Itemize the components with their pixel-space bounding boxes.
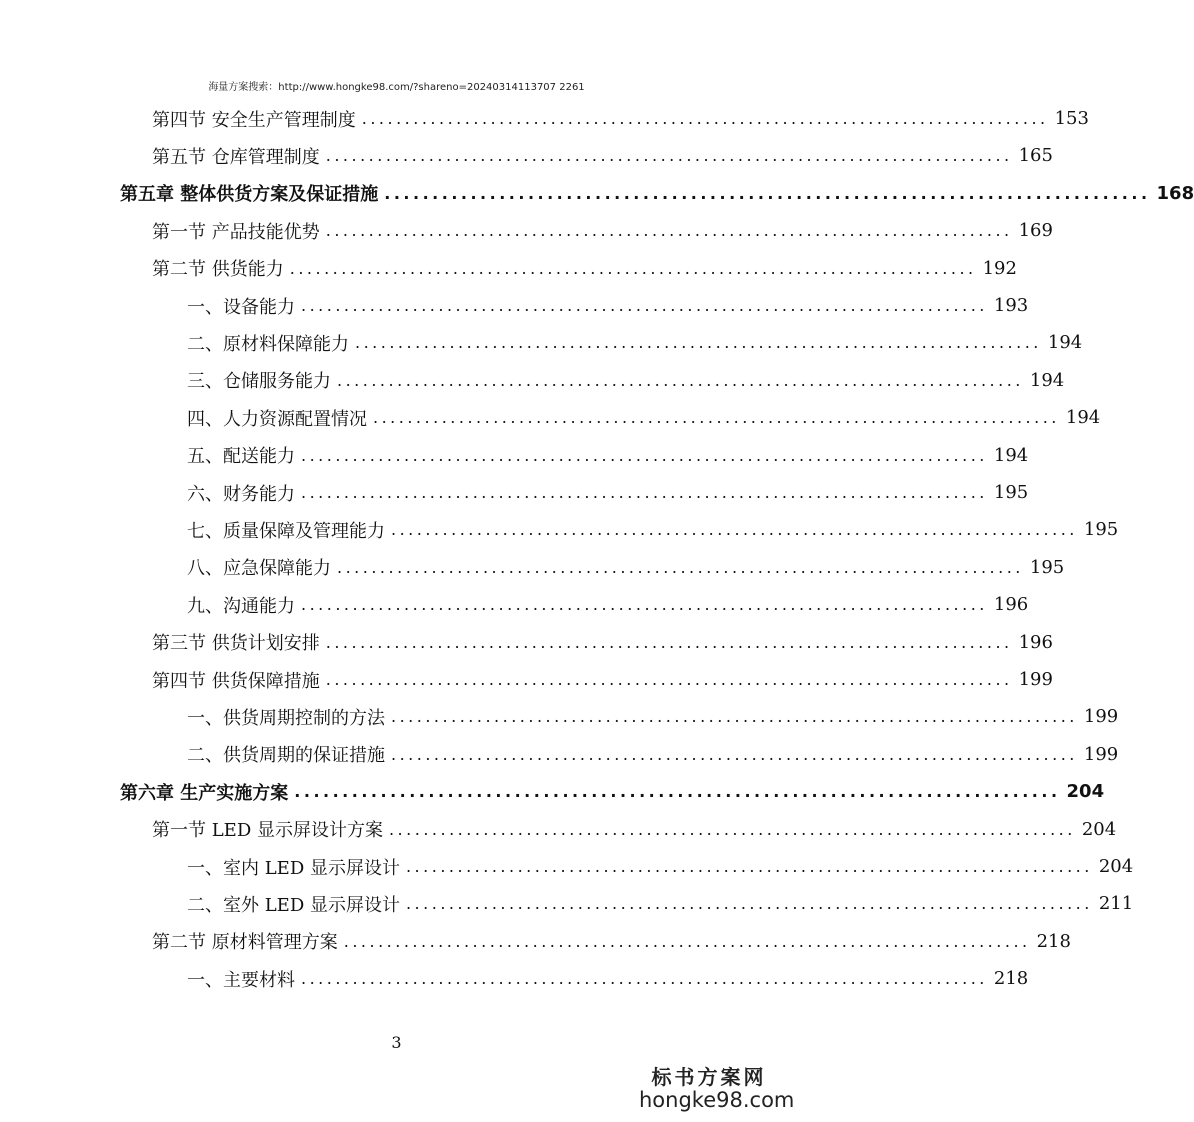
toc-leader-dots: ................................................................................	[355, 333, 1042, 353]
toc-entry[interactable]	[152, 137, 1053, 174]
toc-entry-title: 三、仓储服务能力	[187, 371, 331, 393]
toc-entry[interactable]	[187, 848, 1134, 885]
toc-entry[interactable]	[187, 287, 1029, 324]
toc-entry-page: 195	[1083, 519, 1119, 541]
toc-entry[interactable]	[187, 362, 1065, 399]
toc-entry-title: 第三节 供货计划安排	[152, 633, 320, 655]
toc-entry-title: 第四节 安全生产管理制度	[152, 109, 356, 131]
toc-entry-title: 第一节 LED 显示屏设计方案	[152, 820, 383, 842]
page-number: 3	[391, 1033, 402, 1052]
toc-entry-page: 218	[1036, 930, 1071, 952]
toc-leader-dots: ................................................................................	[301, 445, 988, 465]
toc-entry[interactable]	[187, 324, 1083, 361]
toc-entry-title: 二、原材料保障能力	[187, 333, 349, 355]
toc-entry-title: 一、设备能力	[187, 296, 295, 318]
toc-entry-page: 194	[1029, 369, 1065, 391]
toc-entry-page: 199	[1083, 706, 1119, 728]
toc-entry-page: 211	[1098, 893, 1134, 915]
page-header: 海量方案搜索：http://www.hongke98.com/?shareno=20240314113707 2261	[208, 82, 585, 93]
toc-entry-page: 204	[1081, 818, 1117, 840]
toc-leader-dots: ................................................................................	[391, 744, 1078, 764]
toc-entry-title: 一、供货周期控制的方法	[187, 707, 385, 729]
toc-entry-page: 194	[1047, 332, 1083, 354]
toc-leader-dots: ................................................................................	[391, 520, 1078, 540]
toc-entry-page: 168	[1156, 182, 1194, 204]
toc-leader-dots: ................................................................................	[325, 221, 1013, 241]
toc-entry-title: 第二节 原材料管理方案	[152, 932, 338, 954]
toc-leader-dots: ................................................................................	[361, 109, 1049, 128]
toc-entry[interactable]	[152, 661, 1053, 698]
toc-entry-title: 一、室内 LED 显示屏设计	[187, 857, 400, 879]
toc-entry-title: 第五节 仓库管理制度	[152, 146, 320, 168]
toc-entry-page: 169	[1018, 220, 1053, 242]
toc-entry[interactable]	[120, 175, 1194, 212]
toc-entry-title: 四、人力资源配置情况	[187, 408, 367, 430]
toc-leader-dots: ................................................................................	[325, 670, 1013, 689]
toc-entry-page: 195	[993, 482, 1029, 503]
toc-leader-dots: ................................................................................	[343, 931, 1031, 951]
toc-entry[interactable]	[120, 773, 1105, 810]
toc-entry[interactable]	[187, 698, 1119, 735]
toc-entry-page: 195	[1029, 556, 1065, 578]
toc-entry-title: 一、主要材料	[187, 969, 295, 991]
toc-leader-dots: ................................................................................	[337, 557, 1024, 577]
toc-entry[interactable]	[152, 250, 1017, 287]
toc-entry-title: 七、质量保障及管理能力	[187, 520, 385, 542]
toc-leader-dots: ................................................................................	[384, 183, 1151, 203]
toc-entry-title: 六、财务能力	[187, 483, 295, 505]
toc-leader-dots: ................................................................................	[391, 707, 1078, 727]
watermark-name: 标书方案网	[651, 1065, 767, 1089]
toc-entry-page: 194	[993, 444, 1029, 466]
toc-entry[interactable]	[187, 474, 1029, 511]
toc-entry-page: 204	[1098, 856, 1134, 877]
toc-entry[interactable]	[187, 549, 1065, 586]
toc-leader-dots: ................................................................................	[405, 894, 1093, 914]
toc-entry-title: 第五章 整体供货方案及保证措施	[120, 184, 379, 206]
toc-entry[interactable]	[187, 399, 1101, 436]
toc-entry[interactable]	[152, 212, 1053, 249]
toc-entry-page: 199	[1018, 669, 1053, 690]
toc-entry-page: 196	[1018, 631, 1053, 653]
toc-entry-page: 196	[993, 594, 1029, 616]
toc-entry-page: 192	[982, 257, 1017, 279]
toc-entry[interactable]	[187, 960, 1029, 997]
toc-entry-title: 二、室外 LED 显示屏设计	[187, 894, 400, 916]
toc-entry-page: 165	[1018, 145, 1053, 167]
toc-leader-dots: ................................................................................	[289, 258, 977, 278]
toc-entry-page: 153	[1054, 108, 1089, 129]
toc-entry-title: 二、供货周期的保证措施	[187, 745, 385, 767]
toc-entry-title: 第一节 产品技能优势	[152, 221, 320, 243]
toc-leader-dots: ................................................................................	[325, 632, 1013, 652]
toc-entry-title: 第六章 生产实施方案	[120, 782, 289, 804]
toc-entry-title: 九、沟通能力	[187, 595, 295, 617]
toc-entry-page: 194	[1065, 407, 1101, 429]
toc-entry-page: 204	[1066, 781, 1105, 803]
toc-entry-title: 五、配送能力	[187, 446, 295, 468]
toc-entry[interactable]	[152, 100, 1089, 137]
toc-leader-dots: ................................................................................	[301, 969, 988, 989]
toc-entry[interactable]	[187, 586, 1029, 623]
toc-leader-dots: ................................................................................	[301, 595, 988, 615]
toc-leader-dots: ................................................................................	[325, 146, 1013, 166]
watermark-logo	[639, 1061, 795, 1112]
toc-leader-dots: ................................................................................	[301, 296, 988, 315]
toc-leader-dots: ................................................................................	[405, 857, 1093, 876]
toc-leader-dots: ................................................................................	[294, 782, 1061, 802]
toc-entry[interactable]	[152, 923, 1071, 960]
toc-entry-title: 八、应急保障能力	[187, 558, 331, 580]
toc-leader-dots: ................................................................................	[388, 819, 1076, 839]
toc-leader-dots: ................................................................................	[301, 483, 988, 502]
toc-entry[interactable]	[187, 511, 1119, 548]
toc-entry-page: 199	[1083, 743, 1119, 765]
toc-entry-title: 第四节 供货保障措施	[152, 670, 320, 692]
toc-entry[interactable]	[152, 624, 1053, 661]
toc-leader-dots: ................................................................................	[373, 408, 1060, 428]
toc-entry[interactable]	[152, 811, 1117, 848]
toc-entry-page: 193	[993, 295, 1029, 316]
toc-entry-title: 第二节 供货能力	[152, 259, 284, 281]
toc-entry[interactable]	[187, 885, 1134, 922]
toc-entry[interactable]	[187, 736, 1119, 773]
watermark-url: hongke98.com	[639, 1088, 795, 1112]
toc-entry-page: 218	[993, 968, 1029, 990]
toc-entry[interactable]	[187, 437, 1029, 474]
toc-leader-dots: ................................................................................	[337, 370, 1024, 390]
